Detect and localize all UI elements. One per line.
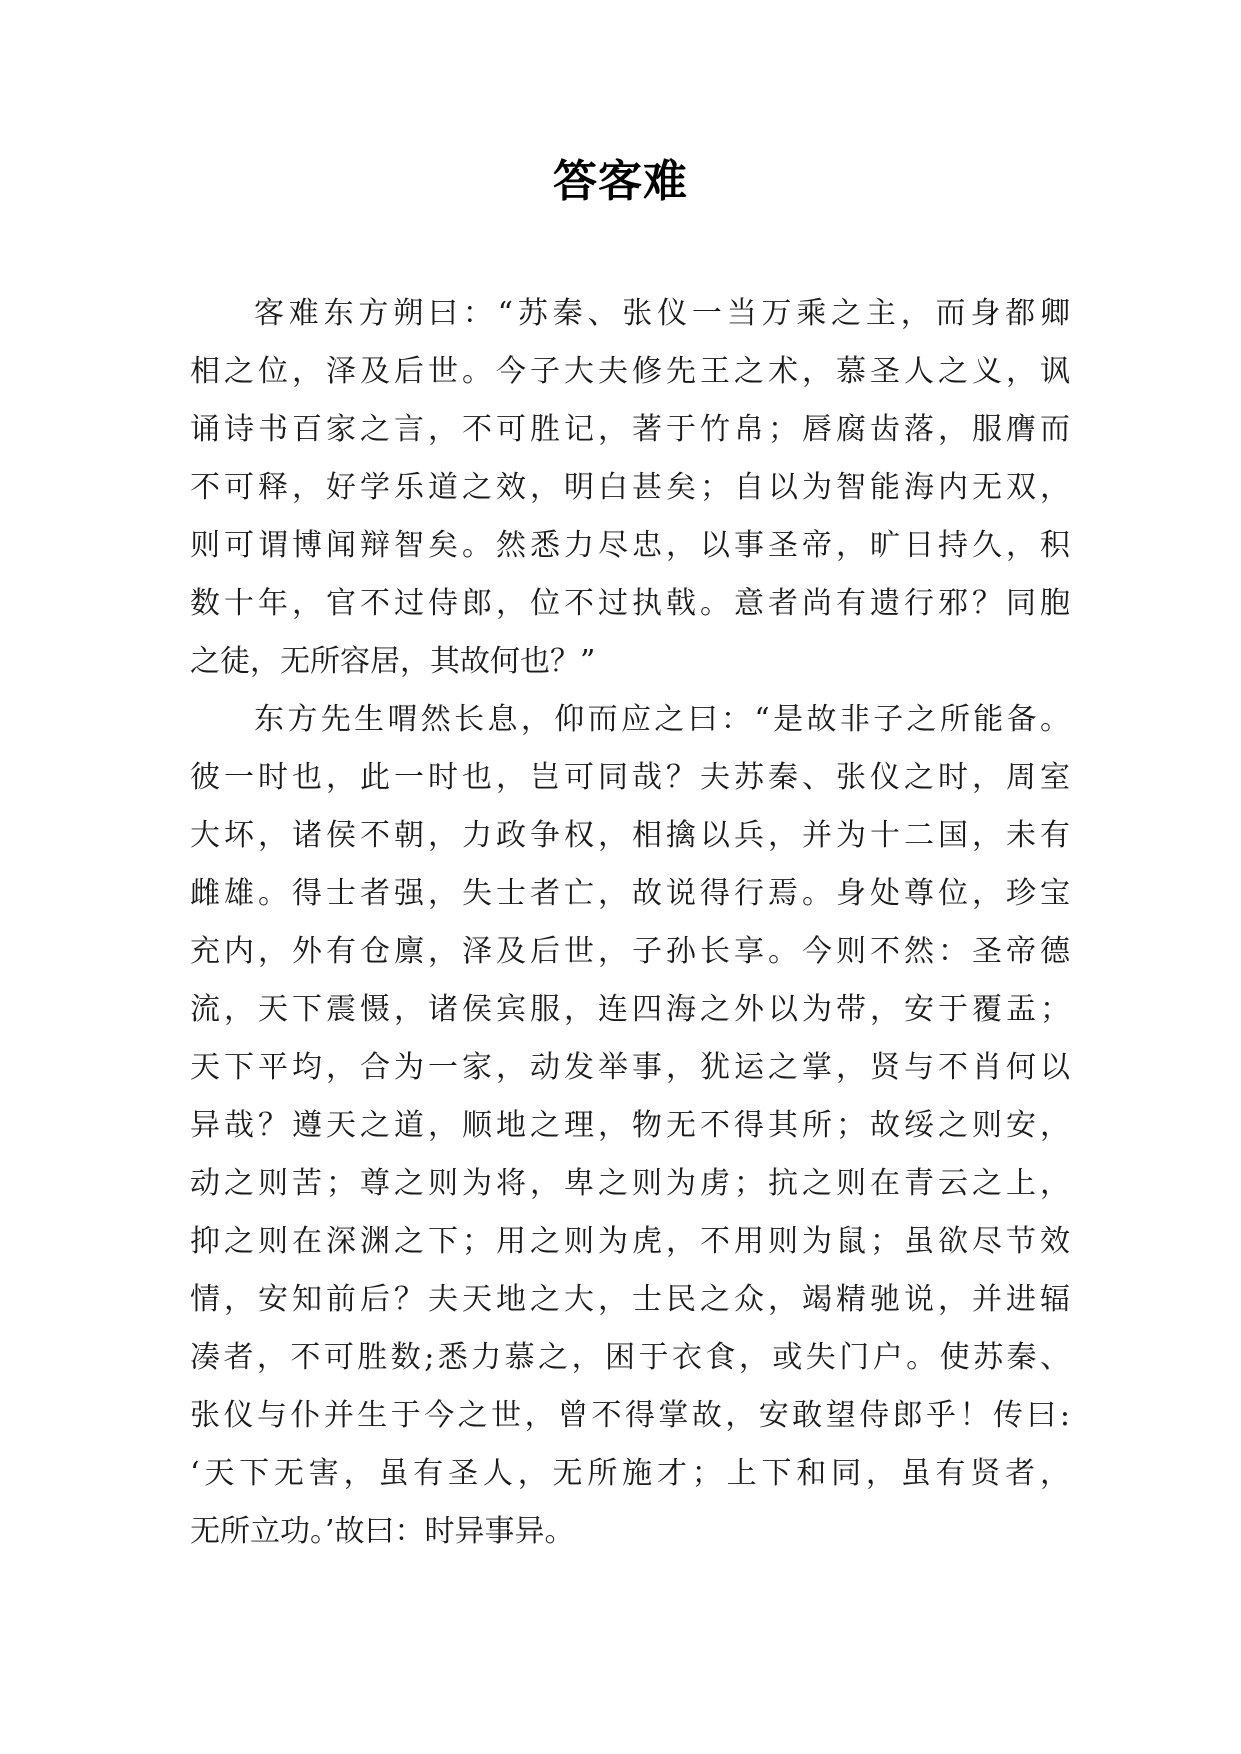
text-line: 不可释，好学乐道之效，明白甚矣；自以为智能海内无双， <box>190 470 1070 505</box>
document-title: 答客难 <box>553 156 688 207</box>
text-line: 诵诗书百家之言，不可胜记，著于竹帛；唇腐齿落，服膺而 <box>190 412 1070 447</box>
text-line: 客难东方朔曰：“苏秦、张仪一当万乘之主，而身都卿 <box>254 296 1070 331</box>
text-line: 东方先生喟然长息，仰而应之曰：“是故非子之所能备。 <box>254 702 1070 737</box>
text-line: 凑者，不可胜数;悉力慕之，困于衣食，或失门户。使苏秦、 <box>190 1340 1070 1375</box>
text-line: 动之则苦；尊之则为将，卑之则为虏；抗之则在青云之上， <box>190 1166 1070 1201</box>
text-line: 情，安知前后？夫天地之大，士民之众，竭精驰说，并进辐 <box>190 1282 1070 1317</box>
text-line: 张仪与仆并生于今之世，曾不得掌故，安敢望侍郎乎！传曰: <box>190 1398 1070 1433</box>
text-line: 大坏，诸侯不朝，力政争权，相擒以兵，并为十二国，未有 <box>190 818 1070 853</box>
text-line: 流，天下震慑，诸侯宾服，连四海之外以为带，安于覆盂； <box>190 992 1070 1027</box>
paragraph-1 <box>190 285 1070 691</box>
text-line: 数十年，官不过侍郎，位不过执戟。意者尚有遗行邪？同胞 <box>190 586 1070 621</box>
document-body <box>190 285 1070 1561</box>
text-line: 则可谓博闻辩智矣。然悉力尽忠，以事圣帝，旷日持久，积 <box>190 528 1070 563</box>
text-line: 天下平均，合为一家，动发举事，犹运之掌，贤与不肖何以 <box>190 1050 1070 1085</box>
text-line: 彼一时也，此一时也，岂可同哉？夫苏秦、张仪之时，周室 <box>190 760 1070 795</box>
text-line: 无所立功。’故曰：时异事异。 <box>190 1514 575 1549</box>
text-line: 雌雄。得士者强，失士者亡，故说得行焉。身处尊位，珍宝 <box>190 876 1070 911</box>
text-line: 抑之则在深渊之下；用之则为虎，不用则为鼠；虽欲尽节效 <box>190 1224 1070 1259</box>
paragraph-2 <box>190 691 1070 1561</box>
text-line: 相之位，泽及后世。今子大夫修先王之术，慕圣人之义，讽 <box>190 354 1070 389</box>
text-line: 异哉？遵天之道，顺地之理，物无不得其所；故绥之则安， <box>190 1108 1070 1143</box>
text-line: 之徒，无所容居，其故何也？” <box>190 644 596 679</box>
text-line: ‘天下无害，虽有圣人，无所施才；上下和同，虽有贤者， <box>190 1456 1070 1491</box>
text-line: 充内，外有仓廪，泽及后世，子孙长享。今则不然：圣帝德 <box>190 934 1070 969</box>
